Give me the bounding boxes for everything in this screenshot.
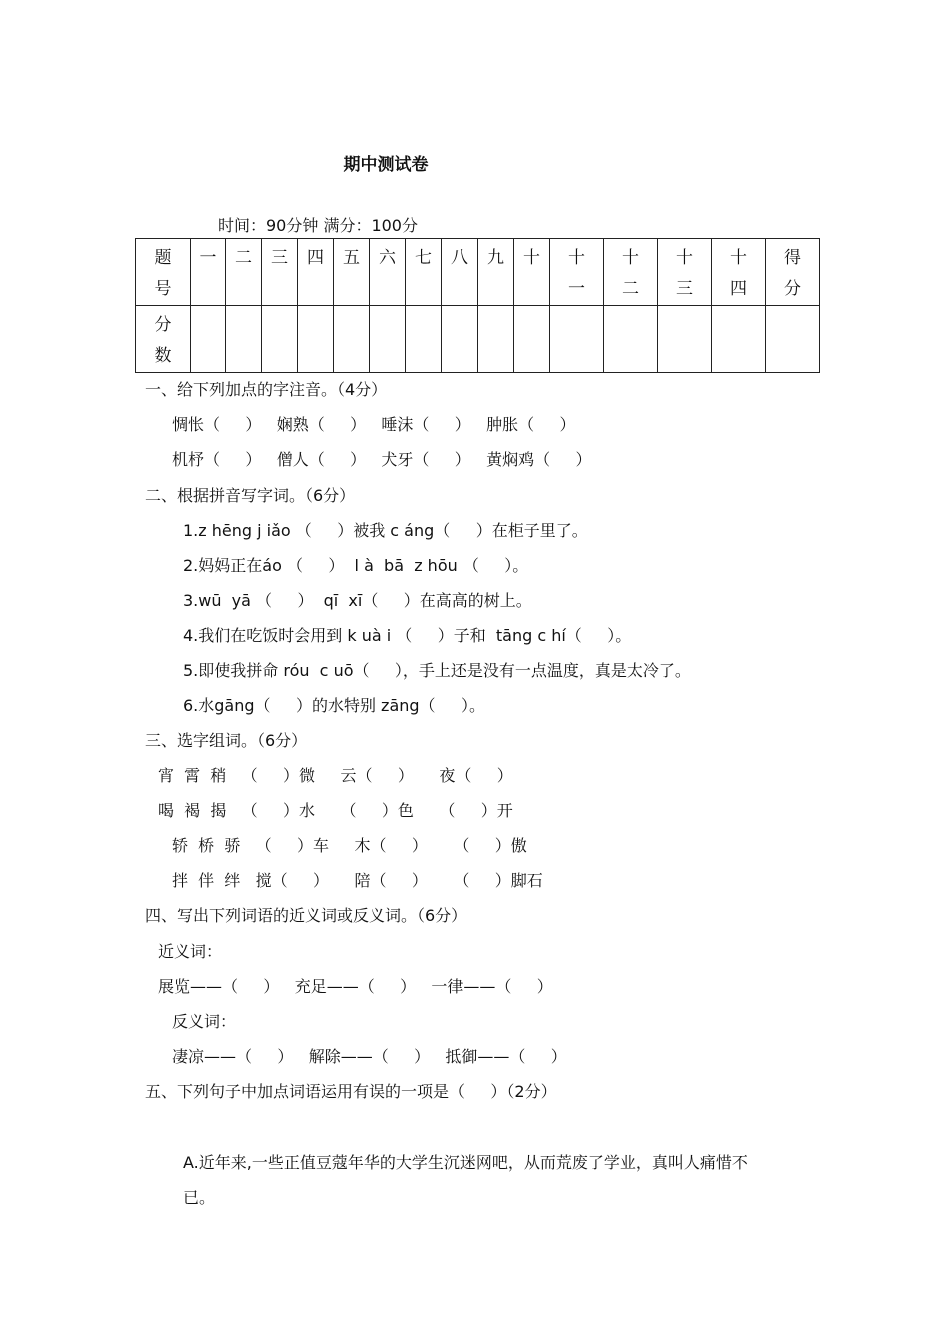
table-header-label: 十 一	[568, 248, 585, 299]
table-cell	[262, 239, 298, 306]
section-3-item-1: 宵 霄 稍 （ ）微 云（ ） 夜（ ）	[158, 766, 513, 785]
table-header-label: 七	[415, 248, 432, 268]
antonym-label: 反义词：	[172, 1012, 237, 1031]
table-header-label: 二	[235, 248, 252, 268]
section-4-heading: 四、写出下列词语的近义词或反义词。（6分）	[145, 906, 468, 925]
table-cell	[191, 239, 226, 306]
table-header-label: 八	[451, 248, 468, 268]
section-3-heading: 三、选字组词。（6分）	[145, 731, 308, 750]
table-cell	[514, 239, 550, 306]
score-table-header-row	[136, 239, 820, 306]
table-cell	[226, 239, 262, 306]
section-5-heading: 五、下列句子中加点词语运用有误的一项是（ ）（2分）	[145, 1082, 557, 1101]
table-cell	[550, 239, 604, 306]
score-input-cell[interactable]	[766, 306, 820, 373]
table-header-label: 四	[307, 248, 324, 268]
table-header-label: 九	[487, 248, 504, 268]
score-input-cell[interactable]	[604, 306, 658, 373]
score-input-cell[interactable]	[712, 306, 766, 373]
section-2-item-4: 4.我们在吃饭时会用到 k uà i （ ）子和 tāng c hí（ ）。	[183, 626, 632, 645]
synonym-line: 展览——（ ） 充足——（ ） 一律——（ ）	[158, 977, 553, 996]
table-cell	[442, 239, 478, 306]
section-2-item-2: 2.妈妈正在áo （ ） l à bā z hōu （ ）。	[183, 556, 529, 575]
table-header-label: 得 分	[784, 248, 801, 299]
table-cell	[766, 239, 820, 306]
section-2-item-5: 5.即使我拼命 róu c uō（ ），手上还是没有一点温度，真是太冷了。	[183, 661, 691, 680]
table-cell	[478, 239, 514, 306]
score-input-cell[interactable]	[442, 306, 478, 373]
table-cell	[712, 239, 766, 306]
section-2-item-1: 1.z hēng j iǎo （ ）被我 c áng（ ）在柜子里了。	[183, 521, 588, 540]
page-title: 期中测试卷	[343, 155, 429, 175]
table-cell	[658, 239, 712, 306]
section-1-heading: 一、给下列加点的字注音。（4分）	[145, 380, 388, 399]
table-cell	[604, 239, 658, 306]
section-1-line-2: 机杼（ ） 僧人（ ） 犬牙（ ） 黄焖鸡（ ）	[172, 450, 592, 469]
table-cell	[136, 306, 191, 373]
score-input-cell[interactable]	[226, 306, 262, 373]
table-header-label: 十	[523, 248, 540, 268]
table-cell	[406, 239, 442, 306]
section-1-line-1: 惆怅（ ） 娴熟（ ） 唾沫（ ） 肿胀（ ）	[172, 415, 576, 434]
table-header-label: 十 三	[676, 248, 693, 299]
table-header-label: 六	[379, 248, 396, 268]
section-2-item-6: 6.水gāng（ ）的水特别 zāng（ ）。	[183, 696, 485, 715]
section-3-item-4: 拌 伴 绊 搅（ ） 陪（ ） （ ）脚石	[172, 871, 543, 890]
section-3-item-2: 喝 褐 揭 （ ）水 （ ）色 （ ）开	[158, 801, 513, 820]
option-a-line-1: A.近年来,一些正值豆蔻年华的大学生沉迷网吧，从而荒废了学业，真叫人痛惜不	[183, 1153, 748, 1172]
score-input-cell[interactable]	[406, 306, 442, 373]
score-input-cell[interactable]	[262, 306, 298, 373]
option-a-line-2: 已。	[183, 1188, 216, 1207]
score-input-cell[interactable]	[478, 306, 514, 373]
antonym-line: 凄凉——（ ） 解除——（ ） 抵御——（ ）	[172, 1047, 567, 1066]
table-header-label: 十 二	[622, 248, 639, 299]
table-cell	[298, 239, 334, 306]
table-header-label: 五	[343, 248, 360, 268]
section-2-item-3: 3.wū yā （ ） qī xī（ ）在高高的树上。	[183, 591, 532, 610]
table-cell	[136, 239, 191, 306]
score-input-cell[interactable]	[370, 306, 406, 373]
table-header-label: 一	[199, 248, 217, 268]
score-input-cell[interactable]	[550, 306, 604, 373]
table-header-label: 三	[271, 248, 288, 268]
exam-time-and-score: 时间：90分钟 满分：100分	[218, 216, 418, 235]
table-cell	[334, 239, 370, 306]
table-header-label: 题 号	[154, 248, 172, 299]
table-row-label: 分 数	[154, 315, 172, 366]
score-table	[135, 238, 820, 373]
table-cell	[370, 239, 406, 306]
section-2-heading: 二、根据拼音写字词。（6分）	[145, 486, 356, 505]
score-input-cell[interactable]	[191, 306, 226, 373]
score-input-cell[interactable]	[514, 306, 550, 373]
section-3-item-3: 轿 桥 骄 （ ）车 木（ ） （ ）傲	[172, 836, 527, 855]
table-header-label: 十 四	[730, 248, 747, 299]
score-table-score-row	[136, 306, 820, 373]
synonym-label: 近义词：	[158, 942, 223, 961]
score-input-cell[interactable]	[298, 306, 334, 373]
score-input-cell[interactable]	[658, 306, 712, 373]
score-input-cell[interactable]	[334, 306, 370, 373]
